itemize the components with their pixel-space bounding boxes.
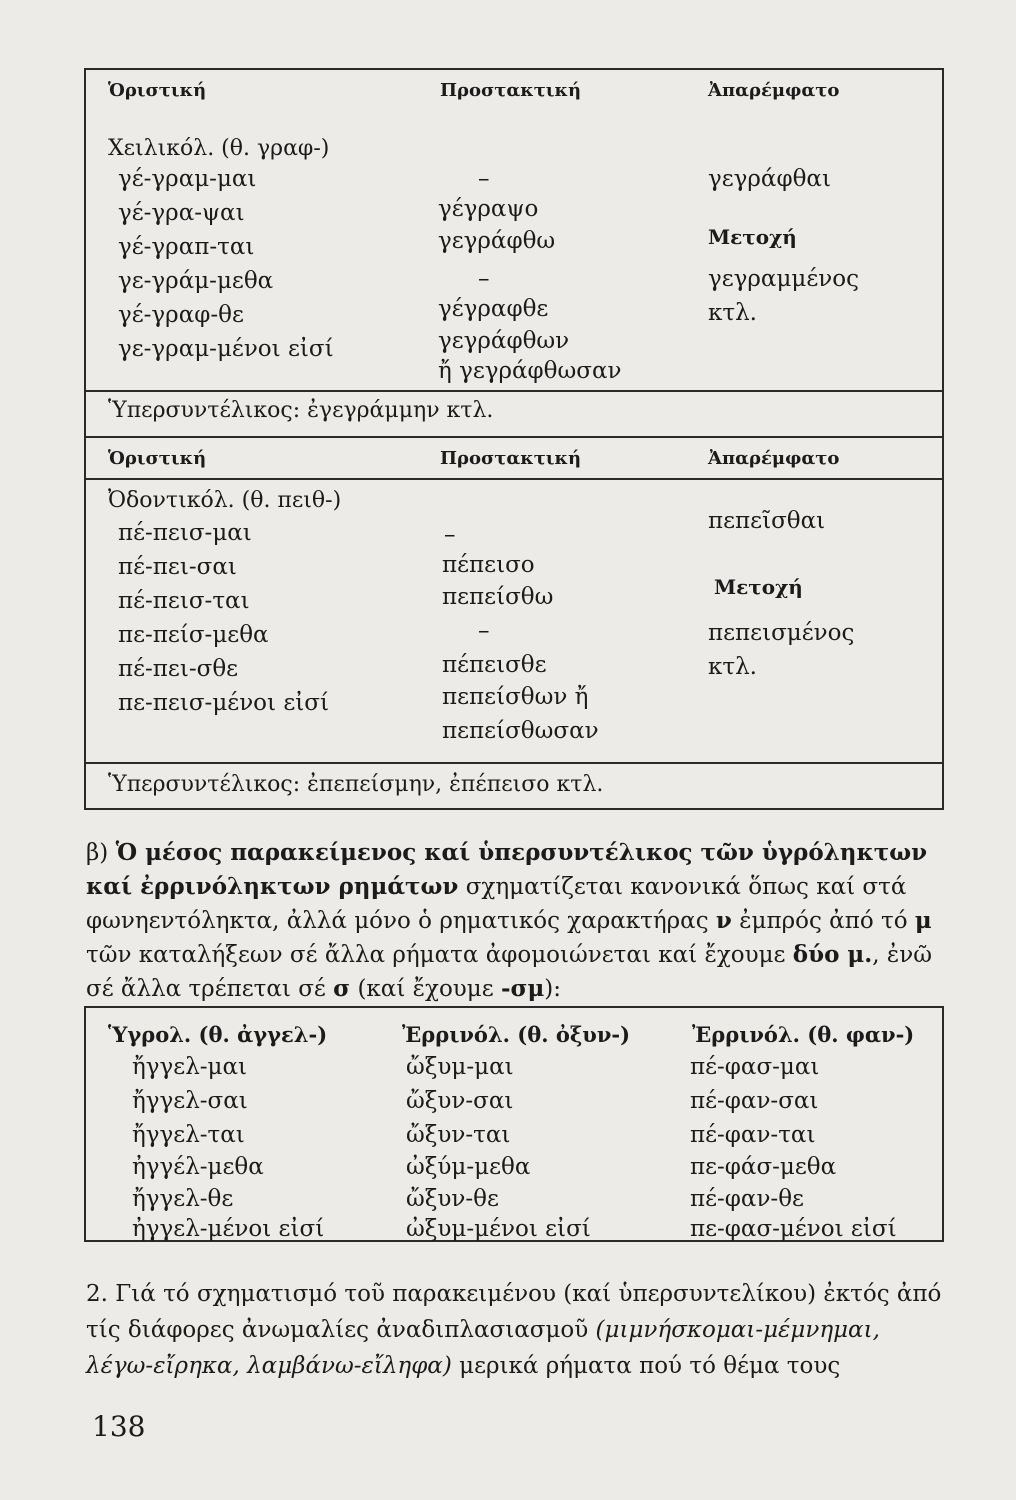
table-labial-section bbox=[86, 70, 942, 392]
participle-header: Μετοχή bbox=[714, 575, 803, 599]
etc-label: κτλ. bbox=[708, 654, 757, 680]
form-nasal-phan: πε-φάσ-μεθα bbox=[690, 1154, 837, 1180]
imperative-form: γέγραψο bbox=[438, 196, 539, 222]
etc-label: κτλ. bbox=[708, 300, 757, 326]
indicative-form: πέ-πεισ-ται bbox=[118, 588, 250, 614]
form-liquid: ἠγγελ-μένοι εἰσί bbox=[132, 1216, 325, 1242]
paragraph-2 bbox=[86, 1276, 948, 1384]
form-nasal-phan: πε-φασ-μένοι εἰσί bbox=[690, 1216, 897, 1242]
paragraph-text: (καί ἔχουμε bbox=[357, 976, 494, 1002]
indicative-form: πε-πείσ-μεθα bbox=[118, 622, 269, 648]
form-liquid: ἤγγελ-ται bbox=[132, 1122, 245, 1148]
form-nasal-oxyn: ὤξυν-θε bbox=[406, 1186, 499, 1212]
pluperfect-text: Ὑπερσυντέλικος: ἐπεπείσμην, ἐπέπεισο κτλ. bbox=[108, 772, 604, 797]
indicative-form: πέ-πει-σθε bbox=[118, 656, 239, 682]
participle-form: πεπεισμένος bbox=[708, 620, 855, 646]
form-nasal-oxyn: ὠξύμ-μεθα bbox=[406, 1154, 531, 1180]
form-liquid: ἠγγέλ-μεθα bbox=[132, 1154, 264, 1180]
imperative-form: ἤ γεγράφθωσαν bbox=[438, 358, 622, 384]
indicative-form: γέ-γρα-ψαι bbox=[118, 200, 245, 226]
paragraph-text: τῶν καταλήξεων σέ ἄλλα ρήματα ἀφομοιώνεται καί ἔχουμε bbox=[86, 942, 786, 968]
bold-heading: Ὁ μέσος παρακείμενος καί ὑπερσυντέλικος τῶν ὑγρόληκτων καί ἐρρινόληκτων ρημάτων bbox=[86, 839, 928, 900]
header-imperative: Προστακτική bbox=[440, 448, 582, 469]
pluperfect-row bbox=[86, 764, 942, 814]
table-dental-section bbox=[86, 438, 942, 764]
paragraph-text: ): bbox=[544, 976, 562, 1002]
letter-sigma: σ bbox=[333, 975, 351, 1002]
form-nasal-oxyn: ὤξυν-σαι bbox=[406, 1088, 514, 1114]
paragraph-text: σχηματίζεται κανονικά ὅπως καί στά φωνηεντόληκτα, ἀλλά μόνο ὁ ρηματικός χαρακτήρας bbox=[86, 874, 907, 934]
form-nasal-oxyn: ὠξυμ-μένοι εἰσί bbox=[406, 1216, 591, 1242]
stem-label: Ὀδοντικόλ. (θ. πειθ-) bbox=[108, 488, 342, 513]
imperative-form: πεπείσθω bbox=[442, 584, 554, 610]
imperative-form: πεπείσθωσαν bbox=[442, 718, 599, 744]
italic-examples: (μιμνήσκομαι-μέμνημαι, λέγω-εἴρηκα, λαμβάνω-εἴληφα) bbox=[86, 1317, 880, 1379]
column-header: Ὑγρολ. (θ. ἀγγελ-) bbox=[108, 1022, 328, 1047]
imperative-form: πέπεισο bbox=[442, 552, 535, 578]
imperative-form: γεγράφθων bbox=[438, 328, 570, 354]
indicative-form: γέ-γραφ-θε bbox=[118, 302, 244, 328]
indicative-form: γέ-γραμ-μαι bbox=[118, 166, 257, 192]
letter-nu: ν bbox=[715, 907, 732, 934]
paragraph-text: Γιά τό σχηματισμό τοῦ παρακειμένου (καί ὑπερσυντελίκου) ἐκτός ἀπό τίς διάφορες ἀνωμαλίες ἀναδιπλασιασμοῦ bbox=[86, 1281, 942, 1343]
form-liquid: ἤγγελ-σαι bbox=[132, 1088, 248, 1114]
indicative-form: γε-γραμ-μένοι εἰσί bbox=[118, 336, 334, 362]
header-infinitive: Ἀπαρέμφατο bbox=[708, 80, 840, 101]
column-header: Ἐρρινόλ. (θ. ὀξυν-) bbox=[402, 1022, 631, 1047]
indicative-form: γε-γράμ-μεθα bbox=[118, 268, 274, 294]
pluperfect-text: Ὑπερσυντέλικος: ἐγεγράμμην κτλ. bbox=[108, 398, 494, 423]
pluperfect-row bbox=[86, 392, 942, 438]
form-liquid: ἤγγελ-μαι bbox=[132, 1054, 248, 1080]
header-indicative: Ὁριστική bbox=[108, 80, 207, 101]
imperative-form: πεπείσθων ἤ bbox=[442, 684, 589, 710]
paragraph-text: μερικά ρήματα πού τό θέμα τους bbox=[459, 1353, 841, 1379]
imperative-form: γέγραφθε bbox=[438, 296, 549, 322]
paragraph-text: , ἐνῶ σέ ἄλλα τρέπεται σέ bbox=[86, 942, 932, 1002]
imperative-form: – bbox=[478, 166, 490, 192]
header-indicative: Ὁριστική bbox=[108, 448, 207, 469]
page-number: 138 bbox=[92, 1410, 146, 1443]
form-nasal-oxyn: ὤξυμ-μαι bbox=[406, 1054, 514, 1080]
header-infinitive: Ἀπαρέμφατο bbox=[708, 448, 840, 469]
form-nasal-phan: πέ-φαν-ται bbox=[690, 1122, 816, 1148]
paragraph-marker: β) bbox=[86, 840, 109, 866]
header-imperative: Προστακτική bbox=[440, 80, 582, 101]
indicative-form: πέ-πει-σαι bbox=[118, 554, 237, 580]
indicative-form: πέ-πεισ-μαι bbox=[118, 520, 252, 546]
imperative-form: – bbox=[444, 522, 456, 548]
participle-header: Μετοχή bbox=[708, 225, 797, 249]
table-header-row bbox=[86, 438, 942, 480]
bold-two-mu: δύο μ. bbox=[792, 941, 873, 968]
form-nasal-phan: πέ-φαν-θε bbox=[690, 1186, 804, 1212]
imperative-form: γεγράφθω bbox=[438, 228, 556, 254]
letter-mu: μ bbox=[914, 907, 932, 934]
imperative-form: πέπεισθε bbox=[442, 652, 547, 678]
indicative-form: πε-πεισ-μένοι εἰσί bbox=[118, 690, 329, 716]
indicative-form: γέ-γραπ-ται bbox=[118, 234, 255, 260]
conjugation-table-liquids-nasals bbox=[84, 1006, 944, 1242]
infinitive-form: γεγράφθαι bbox=[708, 166, 831, 192]
participle-form: γεγραμμένος bbox=[708, 266, 859, 292]
imperative-form: – bbox=[478, 618, 490, 644]
conjugation-table-labials-dentals bbox=[84, 68, 944, 810]
form-nasal-phan: πέ-φαν-σαι bbox=[690, 1088, 819, 1114]
paragraph-b bbox=[86, 836, 948, 1006]
form-nasal-phan: πέ-φασ-μαι bbox=[690, 1054, 820, 1080]
infinitive-form: πεπεῖσθαι bbox=[708, 508, 826, 534]
paragraph-number: 2. bbox=[86, 1281, 108, 1307]
table-header-row bbox=[86, 70, 942, 110]
form-liquid: ἤγγελ-θε bbox=[132, 1186, 234, 1212]
stem-label: Χειλικόλ. (θ. γραφ-) bbox=[108, 136, 330, 161]
form-nasal-oxyn: ὤξυν-ται bbox=[406, 1122, 511, 1148]
paragraph-text: ἐμπρός ἀπό τό bbox=[739, 908, 908, 934]
imperative-form: – bbox=[478, 266, 490, 292]
column-header: Ἐρρινόλ. (θ. φαν-) bbox=[692, 1022, 915, 1047]
ending-sm: -σμ bbox=[500, 975, 545, 1002]
